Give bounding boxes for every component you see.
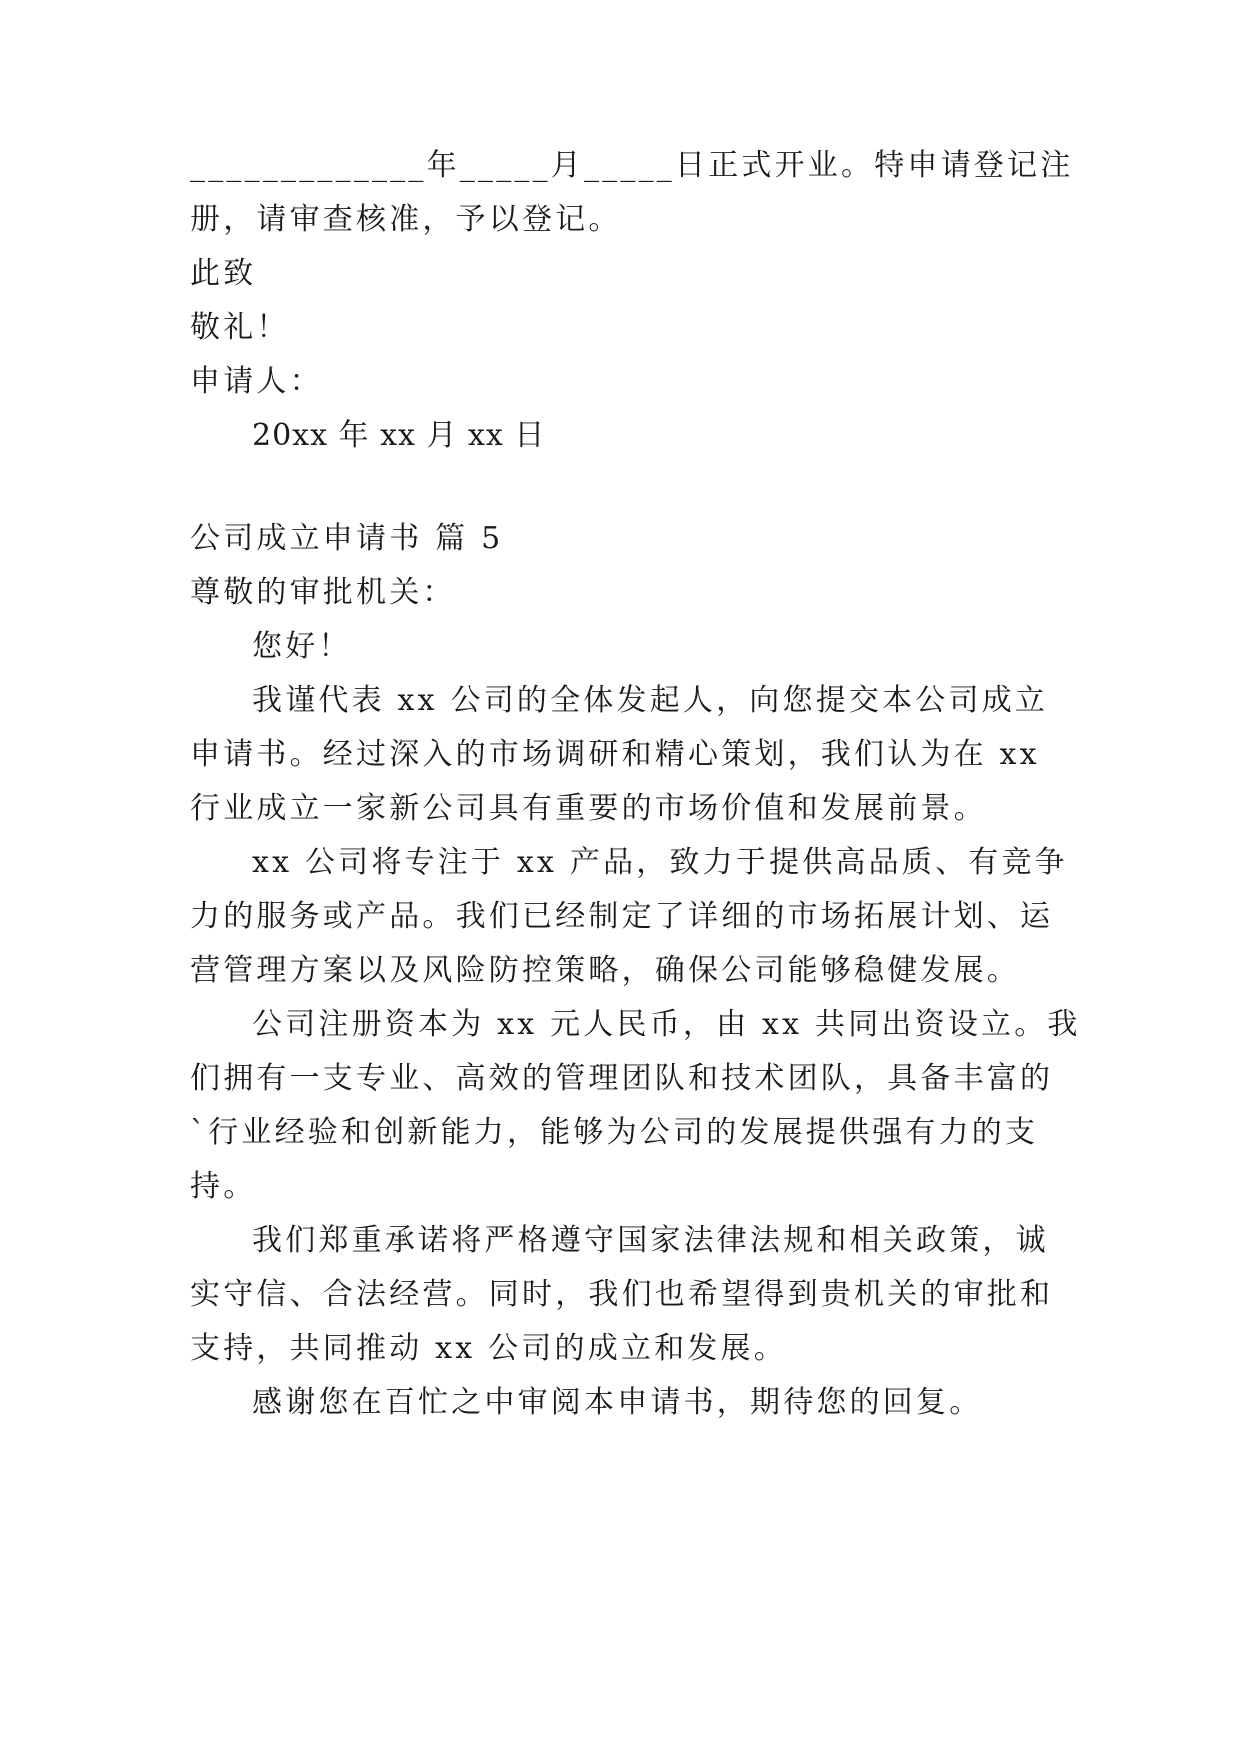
paragraph-line: 我们郑重承诺将严格遵守国家法律法规和相关政策，诚 bbox=[252, 1223, 1049, 1258]
paragraph-line: 实守信、合法经营。同时，我们也希望得到贵机关的审批和 bbox=[190, 1277, 1054, 1312]
paragraph-line: 营管理方案以及风险防控策略，确保公司能够稳健发展。 bbox=[190, 953, 1020, 988]
paragraph-line: 感谢您在百忙之中审阅本申请书，期待您的回复。 bbox=[252, 1385, 983, 1420]
paragraph-line: 公司注册资本为 xx 元人民币，由 xx 共同出资设立。我 bbox=[252, 1007, 1081, 1042]
text-line: _____________年_____月_____日正式开业。特申请登记注 bbox=[190, 148, 1074, 183]
date-line: 20xx 年 xx 月 xx 日 bbox=[252, 418, 546, 453]
paragraph-line: xx 公司将专注于 xx 产品，致力于提供高品质、有竞争 bbox=[252, 845, 1068, 880]
paragraph-line: 支持，共同推动 xx 公司的成立和发展。 bbox=[190, 1331, 787, 1366]
paragraph-line: 行业成立一家新公司具有重要的市场价值和发展前景。 bbox=[190, 791, 987, 826]
paragraph-line: 我谨代表 xx 公司的全体发起人，向您提交本公司成立 bbox=[252, 683, 1049, 718]
paragraph-line: 持。 bbox=[190, 1169, 257, 1204]
section-title: 公司成立申请书 篇 5 bbox=[190, 521, 504, 556]
greeting: 您好！ bbox=[252, 629, 352, 664]
paragraph-line: `行业经验和创新能力，能够为公司的发展提供强有力的支 bbox=[190, 1115, 1039, 1150]
closing-line: 敬礼！ bbox=[190, 310, 290, 345]
salutation: 尊敬的审批机关： bbox=[190, 575, 456, 610]
applicant-label: 申请人： bbox=[190, 364, 323, 399]
paragraph-line: 力的服务或产品。我们已经制定了详细的市场拓展计划、运 bbox=[190, 899, 1054, 934]
closing-line: 此致 bbox=[190, 256, 257, 291]
text-line: 册，请审查核准，予以登记。 bbox=[190, 202, 622, 237]
paragraph-line: 申请书。经过深入的市场调研和精心策划，我们认为在 xx bbox=[190, 737, 1040, 772]
paragraph-line: 们拥有一支专业、高效的管理团队和技术团队，具备丰富的 bbox=[190, 1061, 1054, 1096]
